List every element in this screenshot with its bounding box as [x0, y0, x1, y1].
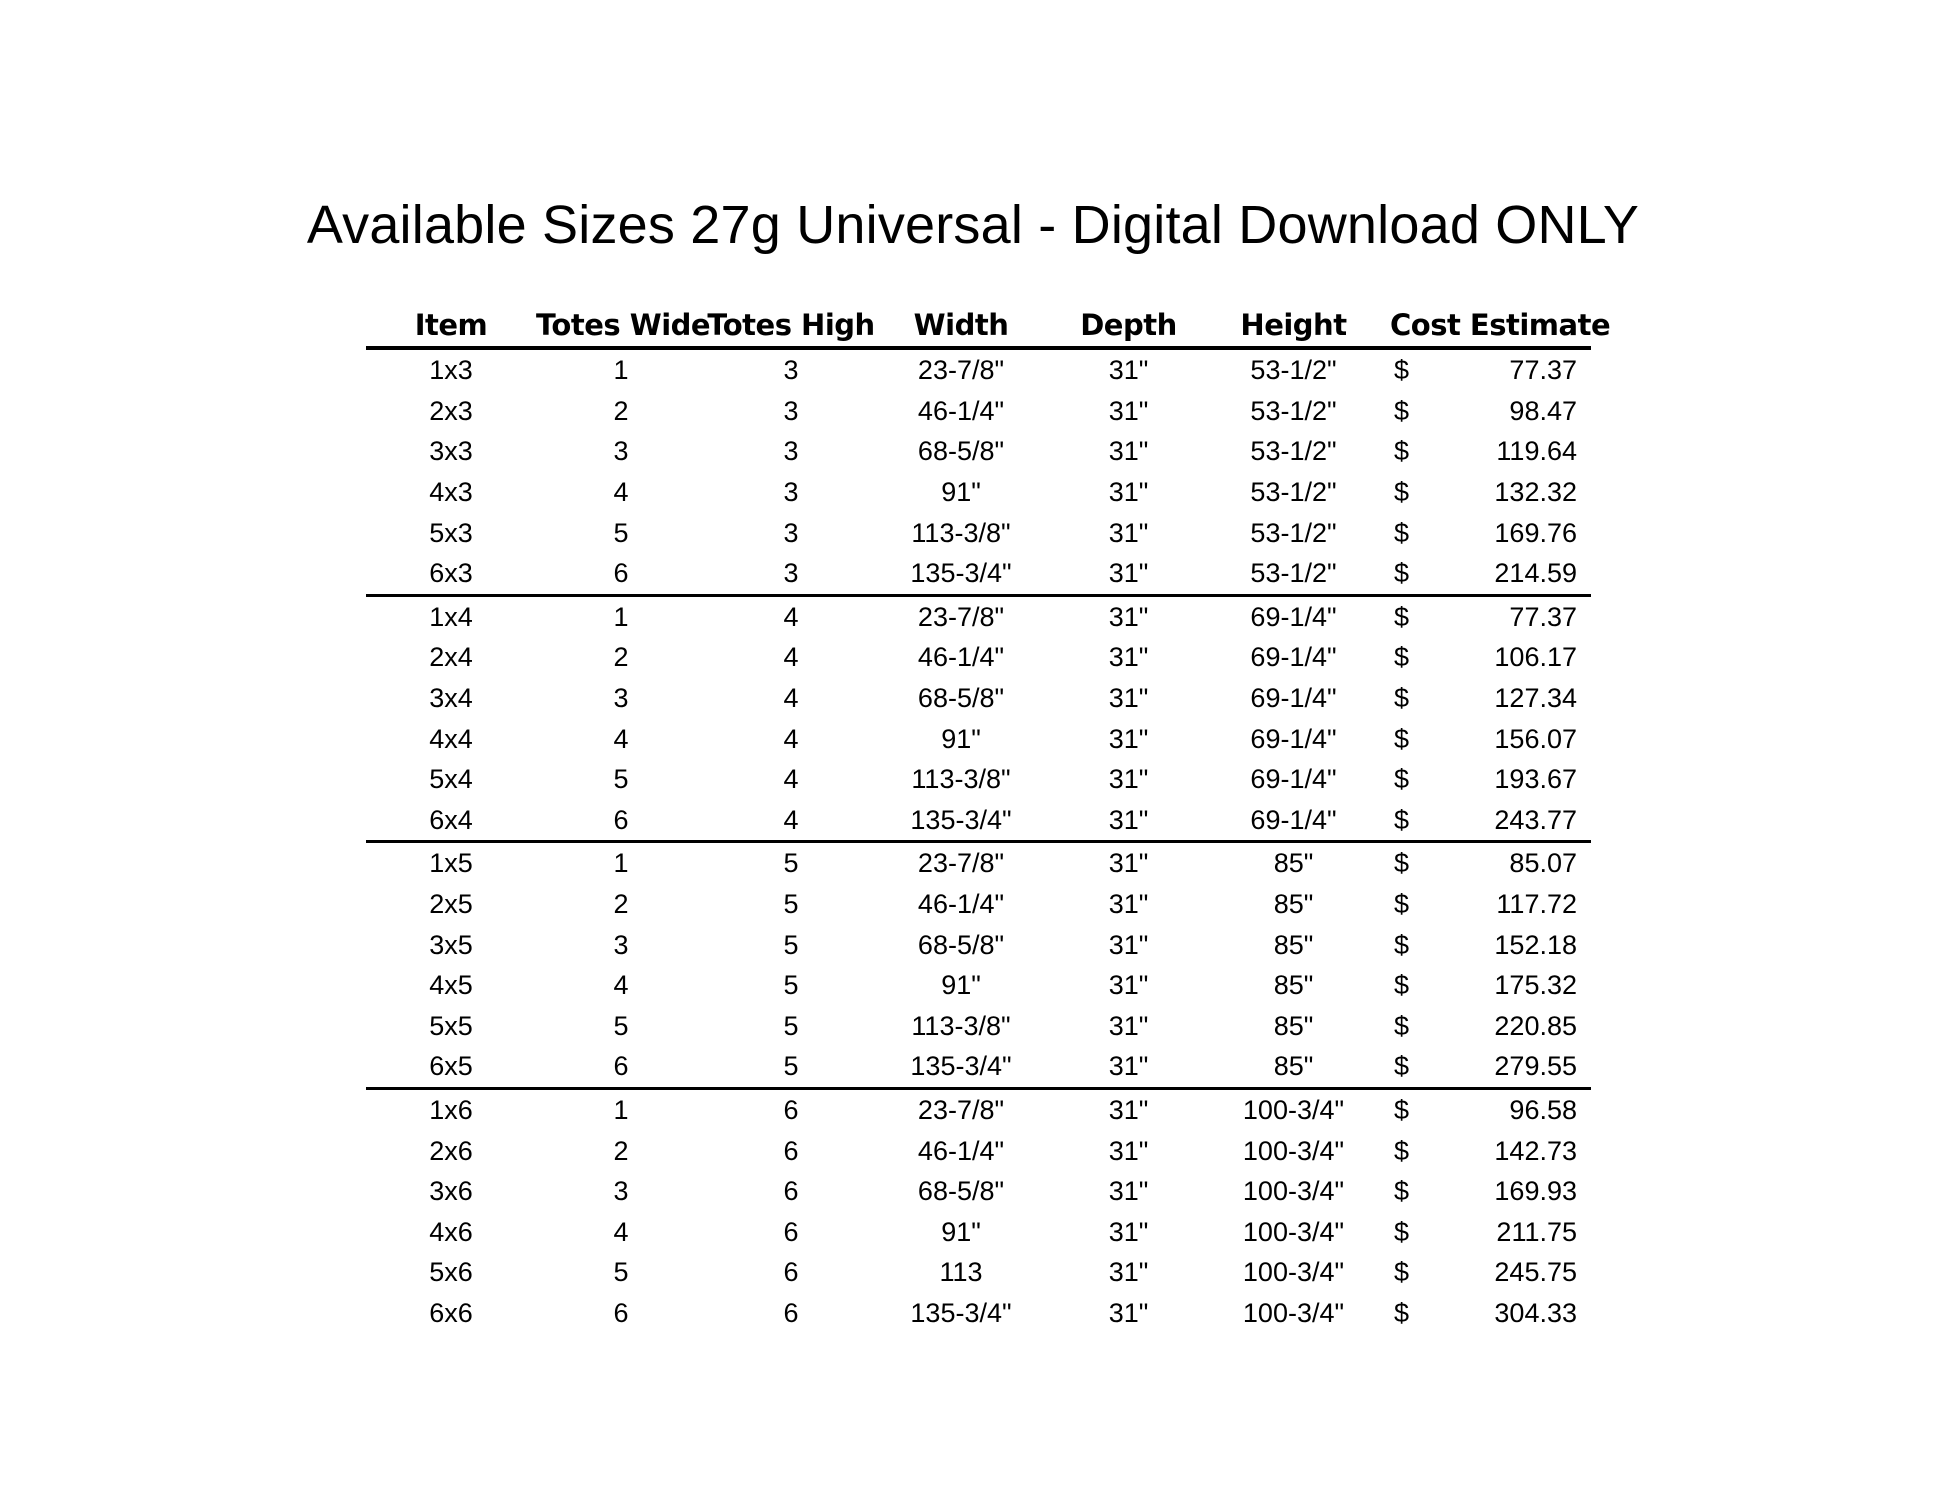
- cell-cost: 77.37: [1509, 355, 1577, 386]
- cell-item: 2x4: [429, 642, 473, 673]
- sizes-table: [366, 296, 1611, 1333]
- cell-currency: $: [1394, 764, 1410, 795]
- cell-item: 4x3: [429, 477, 473, 508]
- header-totes-wide: Totes Wide: [536, 296, 706, 348]
- cell-totes-high: 5: [783, 848, 799, 879]
- cell-depth: 31": [1108, 970, 1149, 1001]
- cell-cost: 211.75: [1496, 1216, 1577, 1247]
- cell-height: 69-1/4": [1250, 601, 1337, 632]
- cell-totes-high: 3: [783, 355, 799, 386]
- cell-cost: 142.73: [1494, 1135, 1577, 1166]
- cell-height: 100-3/4": [1242, 1094, 1345, 1125]
- cell-width: 46-1/4": [917, 1135, 1005, 1166]
- cell-cost: 175.32: [1494, 970, 1577, 1001]
- cell-cost: 117.72: [1496, 889, 1577, 920]
- cell-totes-high: 4: [783, 683, 799, 714]
- cell-cost: 243.77: [1446, 800, 1591, 842]
- cell-totes-wide: 3: [613, 1176, 629, 1207]
- cell-item: 5x6: [429, 1257, 473, 1288]
- cell-item: 4x4: [429, 723, 473, 754]
- cell-totes-wide: 4: [613, 723, 629, 754]
- cell-width: 46-1/4": [917, 889, 1005, 920]
- cell-totes-high: 3: [783, 477, 799, 508]
- cell-height: 100-3/4": [1242, 1176, 1345, 1207]
- table-row: [366, 637, 1591, 678]
- cell-totes-wide: 1: [613, 355, 629, 386]
- cell-height: 69-1/4": [1250, 642, 1337, 673]
- cell-item: 4x5: [429, 970, 473, 1001]
- cell-totes-high: 4: [706, 800, 876, 842]
- cell-cost: 119.64: [1496, 436, 1577, 467]
- table-row: [366, 678, 1591, 719]
- cell-totes-high: 5: [783, 970, 799, 1001]
- cell-totes-wide: 3: [613, 683, 629, 714]
- cell-currency: $: [1394, 477, 1410, 508]
- cell-cost: 96.58: [1509, 1094, 1577, 1125]
- cell-cost: 304.33: [1494, 1297, 1577, 1328]
- table-row: [366, 1211, 1591, 1252]
- cell-currency: $: [1376, 1046, 1446, 1088]
- cell-currency: $: [1394, 848, 1410, 879]
- cell-width: 46-1/4": [917, 642, 1005, 673]
- cell-totes-wide: 4: [613, 1216, 629, 1247]
- cell-cost: 214.59: [1446, 553, 1591, 595]
- cell-height: 100-3/4": [1242, 1216, 1345, 1247]
- cell-depth: 31": [1108, 1176, 1149, 1207]
- cell-totes-high: 6: [783, 1216, 799, 1247]
- cell-currency: $: [1376, 800, 1446, 842]
- cell-totes-high: 4: [783, 764, 799, 795]
- cell-width: 23-7/8": [917, 601, 1005, 632]
- cell-cost: 77.37: [1509, 601, 1577, 632]
- table-row: [366, 431, 1591, 472]
- cell-currency: $: [1394, 970, 1410, 1001]
- cell-depth: 31": [1108, 683, 1149, 714]
- table-row: [366, 391, 1591, 432]
- cell-item: 6x5: [366, 1046, 536, 1088]
- header-depth: Depth: [1046, 296, 1211, 348]
- header-row: [366, 296, 1591, 348]
- cell-cost: 220.85: [1494, 1010, 1577, 1041]
- cell-totes-wide: 2: [613, 395, 629, 426]
- cell-item: 1x5: [429, 848, 473, 879]
- cell-height: 85": [1273, 848, 1314, 879]
- cell-height: 53-1/2": [1250, 477, 1337, 508]
- cell-cost: 98.47: [1509, 395, 1577, 426]
- cell-totes-wide: 5: [613, 1010, 629, 1041]
- cell-depth: 31": [1108, 395, 1149, 426]
- cell-currency: $: [1394, 723, 1410, 754]
- cell-item: 3x3: [429, 436, 473, 467]
- cell-depth: 31": [1108, 355, 1149, 386]
- cell-currency: $: [1394, 1135, 1410, 1166]
- cell-item: 2x3: [429, 395, 473, 426]
- cell-cost: 106.17: [1494, 642, 1577, 673]
- cell-cost: 169.93: [1494, 1176, 1577, 1207]
- cell-width: 135-3/4": [876, 1046, 1046, 1088]
- cell-totes-wide: 1: [613, 1094, 629, 1125]
- header-totes-high: Totes High: [706, 296, 876, 348]
- cell-depth: 31": [1046, 800, 1211, 842]
- cell-item: 2x5: [429, 889, 473, 920]
- cell-height: 69-1/4": [1250, 723, 1337, 754]
- cell-depth: 31": [1046, 553, 1211, 595]
- cell-cost: 279.55: [1446, 1046, 1591, 1088]
- cell-item: 4x6: [429, 1216, 473, 1247]
- cell-depth: 31": [1108, 1010, 1149, 1041]
- cell-cost: 85.07: [1509, 848, 1577, 879]
- cell-totes-high: 6: [783, 1257, 799, 1288]
- cell-depth: 31": [1108, 1135, 1149, 1166]
- cell-depth: 31": [1108, 889, 1149, 920]
- table-body: [366, 348, 1591, 1333]
- cell-height: 85": [1273, 929, 1314, 960]
- cell-width: 113-3/8": [911, 517, 1011, 548]
- cell-width: 135-3/4": [876, 553, 1046, 595]
- cell-depth: 31": [1108, 1297, 1149, 1328]
- cell-depth: 31": [1108, 517, 1149, 548]
- cell-width: 113: [939, 1257, 983, 1288]
- cell-width: 91": [941, 723, 981, 754]
- cell-totes-wide: 1: [613, 601, 629, 632]
- cell-width: 91": [941, 970, 981, 1001]
- cell-width: 46-1/4": [917, 395, 1005, 426]
- cell-totes-wide: 5: [613, 764, 629, 795]
- cell-item: 5x3: [429, 517, 473, 548]
- cell-currency: $: [1394, 1297, 1410, 1328]
- cell-item: 6x3: [366, 553, 536, 595]
- cell-item: 1x4: [429, 601, 473, 632]
- table-row: [366, 348, 1591, 391]
- cell-item: 5x4: [429, 764, 473, 795]
- cell-height: 85": [1273, 889, 1314, 920]
- cell-width: 135-3/4": [910, 1297, 1012, 1328]
- cell-depth: 31": [1108, 1094, 1149, 1125]
- cell-currency: $: [1394, 1010, 1410, 1041]
- header-width: Width: [876, 296, 1046, 348]
- table-row: [366, 512, 1591, 553]
- cell-totes-wide: 4: [613, 970, 629, 1001]
- table-row: [366, 1252, 1591, 1293]
- cell-width: 91": [941, 1216, 981, 1247]
- cell-totes-wide: 5: [613, 517, 629, 548]
- header-height: Height: [1211, 296, 1376, 348]
- cell-item: 3x6: [429, 1176, 473, 1207]
- cell-width: 68-5/8": [917, 683, 1005, 714]
- cell-totes-high: 6: [783, 1297, 799, 1328]
- cell-totes-wide: 4: [613, 477, 629, 508]
- cell-currency: $: [1394, 355, 1410, 386]
- cell-currency: $: [1394, 1257, 1410, 1288]
- cell-item: 3x5: [429, 929, 473, 960]
- cell-width: 68-5/8": [917, 929, 1005, 960]
- table-row: [366, 759, 1591, 800]
- cell-depth: 31": [1108, 764, 1149, 795]
- table-row: [366, 884, 1591, 925]
- cell-width: 113-3/8": [911, 1010, 1011, 1041]
- cell-width: 68-5/8": [917, 436, 1005, 467]
- cell-item: 6x4: [366, 800, 536, 842]
- cell-currency: $: [1394, 929, 1410, 960]
- cell-totes-wide: 3: [613, 929, 629, 960]
- table-row: [366, 1006, 1591, 1047]
- cell-item: 3x4: [429, 683, 473, 714]
- cell-width: 113-3/8": [911, 764, 1011, 795]
- cell-item: 1x6: [429, 1094, 473, 1125]
- cell-depth: 31": [1108, 642, 1149, 673]
- cell-cost: 152.18: [1494, 929, 1577, 960]
- cell-totes-high: 6: [783, 1094, 799, 1125]
- cell-height: 53-1/2": [1250, 395, 1337, 426]
- cell-width: 68-5/8": [917, 1176, 1005, 1207]
- cell-width: 91": [941, 477, 981, 508]
- cell-totes-high: 5: [783, 889, 799, 920]
- cell-width: 23-7/8": [917, 1094, 1005, 1125]
- cell-currency: $: [1394, 436, 1410, 467]
- cell-currency: $: [1394, 1094, 1410, 1125]
- cell-depth: 31": [1108, 436, 1149, 467]
- cell-height: 53-1/2": [1250, 436, 1337, 467]
- cell-currency: $: [1394, 642, 1410, 673]
- cell-totes-high: 4: [783, 723, 799, 754]
- cell-cost: 193.67: [1494, 764, 1577, 795]
- table-row: [366, 1293, 1591, 1334]
- cell-totes-wide: 6: [536, 800, 706, 842]
- cell-height: 53-1/2": [1211, 553, 1376, 595]
- cell-height: 53-1/2": [1250, 517, 1337, 548]
- cell-cost: 127.34: [1494, 683, 1577, 714]
- cell-currency: $: [1394, 395, 1410, 426]
- cell-totes-high: 3: [783, 395, 799, 426]
- cell-totes-wide: 6: [536, 1046, 706, 1088]
- cell-totes-high: 3: [706, 553, 876, 595]
- table-row: [366, 595, 1591, 637]
- cell-totes-high: 3: [783, 517, 799, 548]
- cell-depth: 31": [1108, 477, 1149, 508]
- cell-totes-high: 6: [783, 1135, 799, 1166]
- table-row: [366, 1088, 1591, 1130]
- cell-currency: $: [1394, 1216, 1410, 1247]
- cell-item: 1x3: [429, 355, 473, 386]
- cell-cost: 169.76: [1494, 517, 1577, 548]
- cell-currency: $: [1376, 553, 1446, 595]
- cell-height: 85": [1273, 1010, 1314, 1041]
- cell-totes-wide: 2: [613, 642, 629, 673]
- cell-totes-wide: 2: [613, 1135, 629, 1166]
- table-row: [366, 472, 1591, 513]
- table-row: [366, 1171, 1591, 1212]
- cell-totes-high: 3: [783, 436, 799, 467]
- cell-width: 135-3/4": [876, 800, 1046, 842]
- cell-totes-high: 6: [783, 1176, 799, 1207]
- cell-depth: 31": [1046, 1046, 1211, 1088]
- cell-cost: 132.32: [1494, 477, 1577, 508]
- table-row: [366, 800, 1591, 842]
- cell-cost: 245.75: [1494, 1257, 1577, 1288]
- cell-width: 23-7/8": [917, 848, 1005, 879]
- header-item: Item: [366, 296, 536, 348]
- table-row: [366, 718, 1591, 759]
- cell-width: 23-7/8": [917, 355, 1005, 386]
- page-title: Available Sizes 27g Universal - Digital Download ONLY: [306, 195, 1640, 255]
- cell-totes-wide: 1: [613, 848, 629, 879]
- cell-currency: $: [1394, 601, 1410, 632]
- cell-currency: $: [1394, 517, 1410, 548]
- cell-totes-wide: 6: [536, 553, 706, 595]
- cell-depth: 31": [1108, 601, 1149, 632]
- table-row: [366, 924, 1591, 965]
- cell-totes-high: 4: [783, 642, 799, 673]
- table-row: [366, 1046, 1591, 1088]
- cell-totes-high: 5: [783, 1010, 799, 1041]
- cell-height: 85": [1273, 970, 1314, 1001]
- cell-height: 100-3/4": [1242, 1135, 1345, 1166]
- cell-depth: 31": [1108, 929, 1149, 960]
- cell-height: 69-1/4": [1211, 800, 1376, 842]
- cell-height: 69-1/4": [1250, 683, 1337, 714]
- cell-totes-high: 5: [706, 1046, 876, 1088]
- cell-currency: $: [1394, 889, 1410, 920]
- cell-item: 5x5: [429, 1010, 473, 1041]
- cell-item: 6x6: [429, 1297, 473, 1328]
- cell-height: 85": [1211, 1046, 1376, 1088]
- cell-totes-wide: 6: [613, 1297, 629, 1328]
- header-cost-estimate: Cost Estimate: [1376, 296, 1591, 348]
- cell-depth: 31": [1108, 1216, 1149, 1247]
- cell-totes-wide: 2: [613, 889, 629, 920]
- cell-height: 100-3/4": [1242, 1257, 1345, 1288]
- cell-height: 69-1/4": [1250, 764, 1337, 795]
- cell-depth: 31": [1108, 723, 1149, 754]
- cell-cost: 156.07: [1494, 723, 1577, 754]
- cell-height: 100-3/4": [1242, 1297, 1345, 1328]
- cell-totes-wide: 3: [613, 436, 629, 467]
- cell-totes-high: 5: [783, 929, 799, 960]
- table-row: [366, 1130, 1591, 1171]
- cell-currency: $: [1394, 1176, 1410, 1207]
- table-row: [366, 965, 1591, 1006]
- cell-totes-high: 4: [783, 601, 799, 632]
- cell-item: 2x6: [429, 1135, 473, 1166]
- table-row: [366, 842, 1591, 884]
- cell-depth: 31": [1108, 1257, 1149, 1288]
- cell-depth: 31": [1108, 848, 1149, 879]
- cell-totes-wide: 5: [613, 1257, 629, 1288]
- cell-currency: $: [1394, 683, 1410, 714]
- table-row: [366, 553, 1591, 595]
- cell-height: 53-1/2": [1250, 355, 1337, 386]
